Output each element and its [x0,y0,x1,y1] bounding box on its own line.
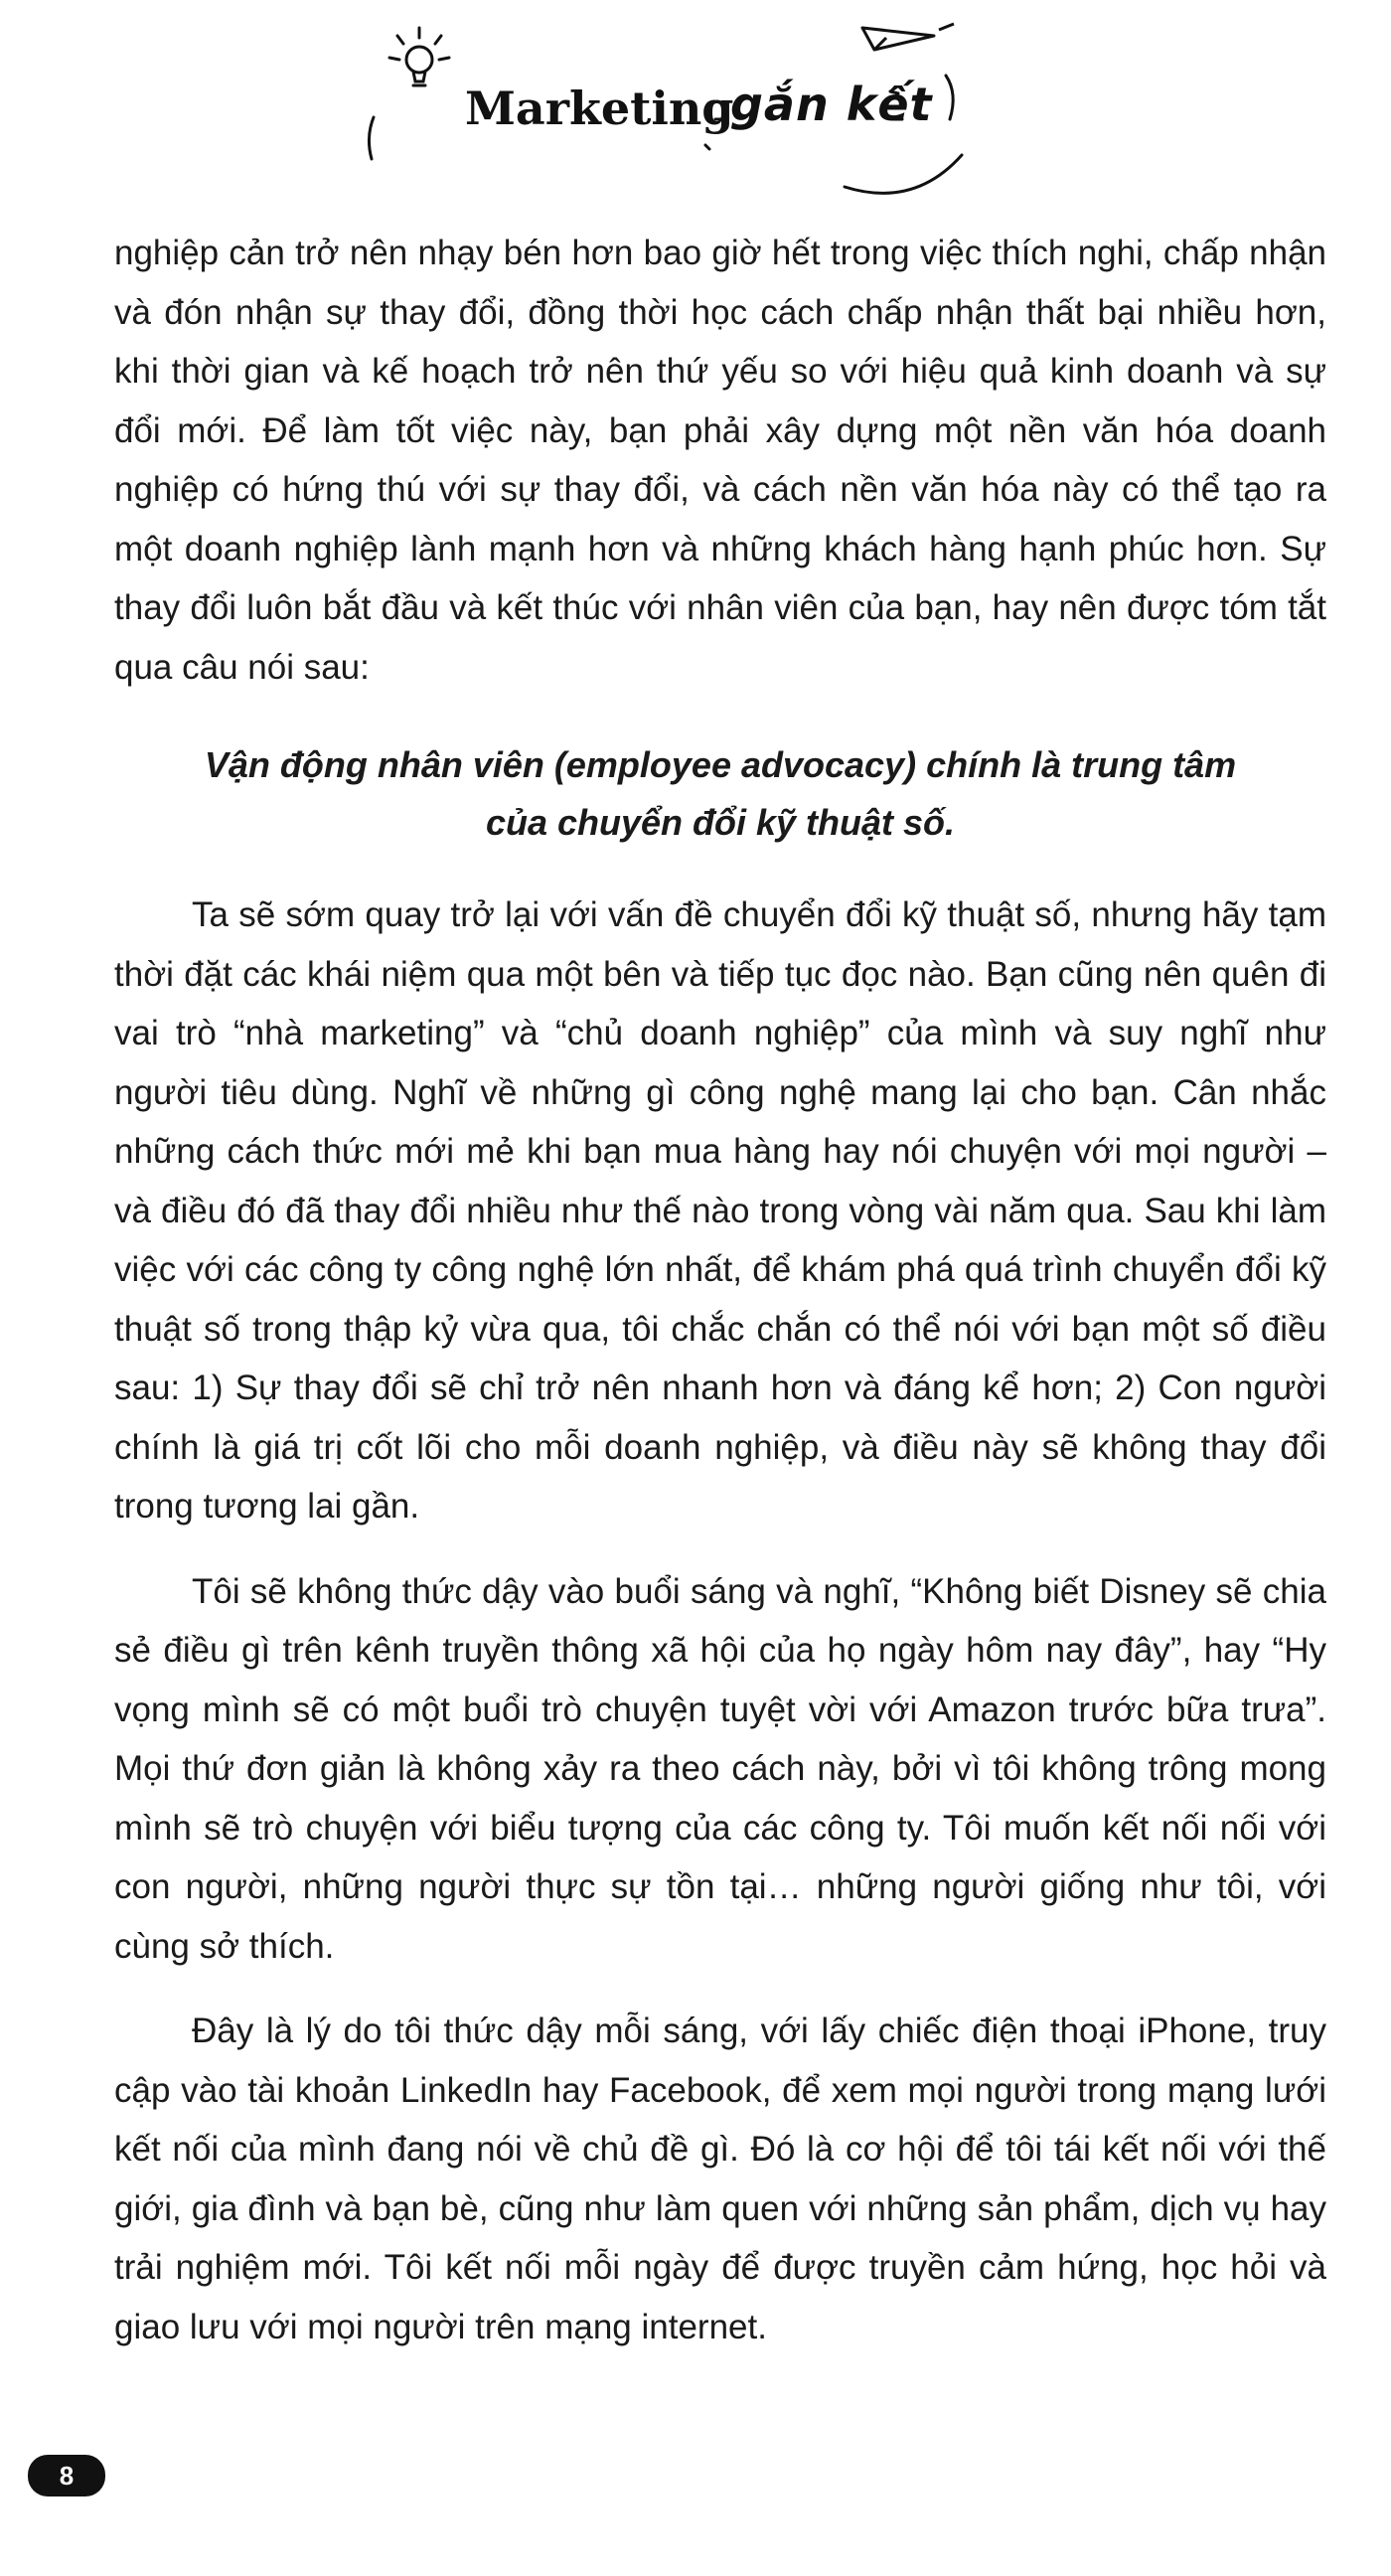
page-header [358,10,994,209]
quote-line: Vận động nhân viên (employee advocacy) chính là trung tâm [204,744,1237,785]
header-title-marketing: Marketing [465,81,734,135]
paper-plane-icon [862,24,954,50]
swoosh-doodle [845,155,962,193]
pull-quote [154,736,1287,852]
paragraph: Ta sẽ sớm quay trở lại với vấn đề chuyển đổi kỹ thuật số, nhưng hãy tạm thời đặt các khái niệm qua một bên và tiếp tục đọc nào. Bạn cũng nên quên đi vai trò “nhà marketing” và “chủ doanh nghiệp” của mình và suy nghĩ như người tiêu dùng. Nghĩ về những gì công nghệ mang lại cho bạn. Cân nhắc những cách thức mới mẻ khi bạn mua hàng hay nói chuyện với mọi người – và điều đó đã thay đổi nhiều như thế nào trong vòng vài năm qua. Sau khi làm việc với các công ty công nghệ lớn nhất, để khám phá quá trình chuyển đổi kỹ thuật số trong thập kỷ vừa qua, tôi chắc chắn có thể nói với bạn một số điều sau: 1) Sự thay đổi sẽ chỉ trở nên nhanh hơn và đáng kể hơn; 2) Con người chính là giá trị cốt lõi cho mỗi doanh nghiệp, và điều này sẽ không thay đổi trong tương lai gần. [114,895,1326,1526]
quote-line: của chuyển đổi kỹ thuật số. [485,802,956,843]
paragraph: Tôi sẽ không thức dậy vào buổi sáng và nghĩ, “Không biết Disney sẽ chia sẻ điều gì trên kênh truyền thông xã hội của họ ngày hôm nay đây”, hay “Hy vọng mình sẽ có một buổi trò chuyện tuyệt vời với Amazon trước bữa trưa”. Mọi thứ đơn giản là không xảy ra theo cách này, bởi vì tôi không trông mong mình sẽ trò chuyện với biểu tượng của các công ty. Tôi muốn kết nối nối với con người, những người thực sự tồn tại… những người giống như tôi, với cùng sở thích. [114,1571,1326,1966]
page-number: 8 [28,2455,105,2496]
header-title-engaged: gắn kết [730,78,933,131]
lightbulb-icon [389,28,449,85]
paragraph: nghiệp cản trở nên nhạy bén hơn bao giờ hết trong việc thích nghi, chấp nhận và đón nhận sự thay đổi, đồng thời học cách chấp nhận thất bại nhiều hơn, khi thời gian và kế hoạch trở nên thứ yếu so với hiệu quả kinh doanh và sự đổi mới. Để làm tốt việc này, bạn phải xây dựng một nền văn hóa doanh nghiệp có hứng thú với sự thay đổi, và cách nền văn hóa này có thể tạo ra một doanh nghiệp lành mạnh hơn và những khách hàng hạnh phúc hơn. Sự thay đổi luôn bắt đầu và kết thúc với nhân viên của bạn, hay nên được tóm tắt qua câu nói sau: [114,234,1326,687]
bracket-doodle [369,117,374,159]
page-body [114,224,1326,2382]
paragraph: Đây là lý do tôi thức dậy mỗi sáng, với lấy chiếc điện thoại iPhone, truy cập vào tài khoản LinkedIn hay Facebook, để xem mọi người trong mạng lưới kết nối của mình đang nói về chủ đề gì. Đó là cơ hội để tôi tái kết nối với thế giới, gia đình và bạn bè, cũng như làm quen với những sản phẩm, dịch vụ hay trải nghiệm mới. Tôi kết nối mỗi ngày để được truyền cảm hứng, học hỏi và giao lưu với mọi người trên mạng internet. [114,2012,1326,2346]
bracket-doodle [946,76,953,119]
